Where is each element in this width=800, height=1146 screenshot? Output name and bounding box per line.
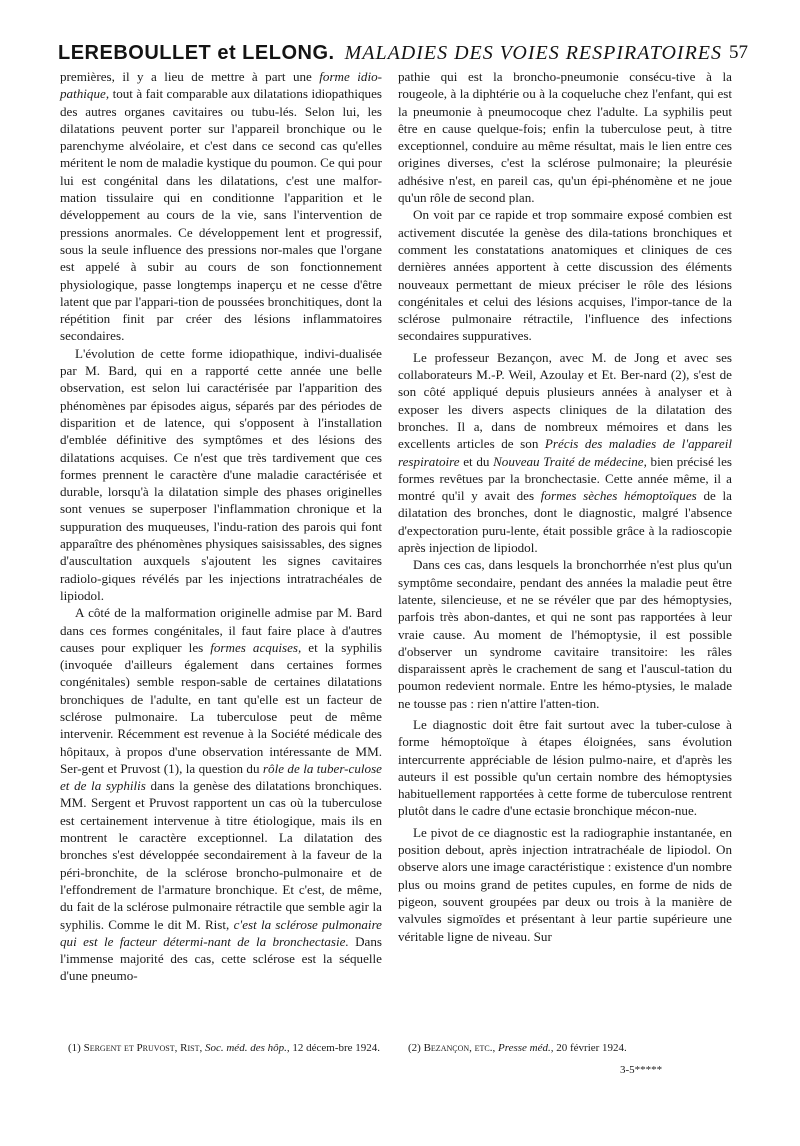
paragraph: premières, il y a lieu de mettre à part une forme idio-pathique, tout à fait comparable aux dilatations idiopathiques des autres organes cavitaires ou tubu-lés. Selon lui, les dilatations peuvent porter sur l'appareil bronchique ou le parenchyme alvéolaire, et c'est dans ce second cas qu'elles méritent le nom de maladie kystique du poumon. Ce qui pour lui est congénital dans les dilatations, c'est une malfor-mation tissulaire qui en conditionne l'apparition et le développement au cours de la vie, sans l'intervention de pressions anormales. Ce développement lent et progressif, sous la seule influence des pressions nor-males que l'organe est appelé à subir au cours de son fonctionnement physiologique, passe longtemps inaperçu et ne cesse d'être latent que par l'appari-tion de poussées bronchitiques, dont la répétition finit par créer des lésions inflammatoires secondaires. [60, 69, 382, 344]
italic-term: rôle de la tuber-culose et de la syphilis [60, 760, 382, 794]
paragraph: Le professeur Bezançon, avec M. de Jong et avec ses collaborateurs M.-P. Weil, Azoulay et Et. Ber-nard (2), s'est de son côté appliqué depuis plusieurs années à analyser et à exposer les divers aspects cliniques de la dilatation des bronches. Il a, dans de nombreux mémoires et dans les excellents articles de son Précis des maladies de l'appareil respiratoire et du Nouveau Traité de médecine, bien précisé les formes revêtues par la bronchectasie. Cette année même, il a montré qu'il y avait des formes sèches hémoptoïques de la dilatation des bronches, dont le diagnostic, malgré l'absence d'expectoration puru-lente, était possible grâce à la radioscopie après injection de lipiodol. [398, 349, 732, 556]
paragraph: Le pivot de ce diagnostic est la radiographie instantanée, en position debout, après injection intratrachéale de lipiodol. On observe alors une image caractéristique : existence d'un nombre plus ou moins grand de petites cupules, en forme de nids de pigeon, souvent groupées par deux ou trois à la manière de valvules sigmoïdes et présentant à leur partie supérieure une véritable ligne de niveau. Sur [398, 824, 732, 944]
page-number: 57 [729, 42, 748, 63]
italic-term: formes sèches hémoptoïques [540, 488, 697, 504]
footnote-1: (1) Sergent et Pruvost, Rist, Soc. méd. des hôp., 12 décem-bre 1924. [68, 1042, 381, 1054]
italic-title: Précis des maladies de l'appareil respiratoire [398, 436, 732, 469]
printer-signature: 3-5***** [620, 1064, 663, 1076]
italic-term: forme idio-pathique, [60, 69, 382, 102]
left-column [60, 68, 382, 985]
footnote-2: (2) Bezançon, etc., Presse méd., 20 février 1924. [408, 1042, 627, 1054]
paragraph: On voit par ce rapide et trop sommaire exposé combien est activement discutée la genèse des dila-tations bronchiques et comment les constatations anatomiques et cliniques de ces dernières années apportent à cette discussion des éléments nouveaux permettant de mieux préciser le rôle des lésions congénitales et celui des lésions acquises, l'impor-tance de la sclérose pulmonaire rétractile, l'influence des infections secondaires suppuratives. [398, 207, 732, 344]
right-column [398, 68, 732, 945]
paragraph: L'évolution de cette forme idiopathique, indivi-dualisée par M. Bard, qui en a rapporté cette année une belle observation, est selon lui caractérisée par l'apparition des phénomènes par épisodes aigus, séparés par des périodes de disparition et de latence, qui s'opposent à l'installation d'emblée définitive des symptômes et des lésions des dilatations acquises. Ce n'est que très tardivement que ces formes prennent le caractère d'une maladie caractérisée et durable, lorsqu'à la dilatation simple des phases originelles sont venues se superposer l'inflammation chronique et la suppuration des muqueuses, l'indu-ration des parois qui font apparaître des phénomènes physiques saisissables, des signes d'auscultation auxquels s'ajoutent les signes cavitaires radiolo-giques révélés par les injections intratrachéales de lipiodol. [60, 345, 382, 603]
paragraph: Le diagnostic doit être fait surtout avec la tuber-culose à forme hémoptoïque à étapes éloignées, sans évolution intercurrente appréciable de lésion pulmo-naire, et d'après les auteurs il est possible qu'un certain nombre des hémoptysies habituellement rapportées à cette forme de tuberculose rentrent plutôt dans le cadre d'une ectasie bronchique mécon-nue. [398, 716, 732, 819]
paragraph: Dans ces cas, dans lesquels la bronchorrhée n'est plus qu'un symptôme secondaire, pendant des années la maladie peut être latente, silencieuse, et ne se révéler que par des hémoptysies, parfois très abon-dantes, et qui ne sont pas rapportées à leur vraie cause. Au moment de l'hémoptysie, il est possible d'observer un syndrome cavitaire transitoire: les râles disparaissent après le crachement de sang et l'auscul-tation du poumon redevient normale. Entre les hémo-ptysies, le malade ne tousse pas : rien n'attire l'atten-tion. [398, 557, 732, 711]
italic-term: formes acquises, [210, 639, 302, 655]
paragraph: A côté de la malformation originelle admise par M. Bard dans ces formes congénitales, il faut faire place à d'autres causes pour expliquer les formes acquises, et la syphilis (invoquée d'ailleurs également dans certaines formes congénitales) semble respon-sable de certaines dilatations bronchiques de l'adulte, en tant qu'elle est un facteur de sclérose pulmonaire. La tuberculose peut de même intervenir. Récemment est revenue à la Société médicale des hôpitaux, à propos d'une observation intéressante de MM. Ser-gent et Pruvost (1), la question du rôle de la tuber-culose et de la syphilis dans la genèse des dilatations bronchiques. MM. Sergent et Pruvost rapportent un cas où la tuberculose est certainement intervenue à titre étiologique, mais ils en montrent le caractère exceptionnel. La dilatation des bronches s'est développée secondairement à la faveur de la péri-bronchite, de la sclérose broncho-pulmonaire et de l'effondrement de l'armature bronchique. Et c'est, de même, du fait de la sclérose pulmonaire rétractile que semble agir la syphilis. Comme le dit M. Rist, c'est la sclérose pulmonaire qui est le facteur détermi-nant de la bronchectasie. Dans l'immense majorité des cas, cette sclérose est la séquelle d'une pneumo- [60, 605, 382, 984]
italic-quote: c'est la sclérose pulmonaire qui est le facteur détermi-nant de la bronchectasie. [60, 916, 382, 949]
paragraph: pathie qui est la broncho-pneumonie consécu-tive à la rougeole, à la diphtérie ou à la coqueluche chez l'enfant, qui est la pneumonie à pneumocoque chez l'adulte. La syphilis peut être en cause quelque-fois; enfin la tuberculose peut, à titre exceptionnel, conduire au même résultat, mais le lien entre ces origines diverses, c'est la sclérose pulmonaire; la pleurésie adhésive n'est, en pareil cas, qu'un épi-phénomène et ne joue qu'un rôle de second plan. [398, 69, 732, 206]
running-header [58, 38, 748, 68]
header-title: MALADIES DES VOIES RESPIRATOIRES [344, 42, 723, 64]
header-authors: LEREBOULLET et LELONG. [58, 42, 335, 64]
italic-title: Nouveau Traité de médecine, [493, 453, 647, 469]
